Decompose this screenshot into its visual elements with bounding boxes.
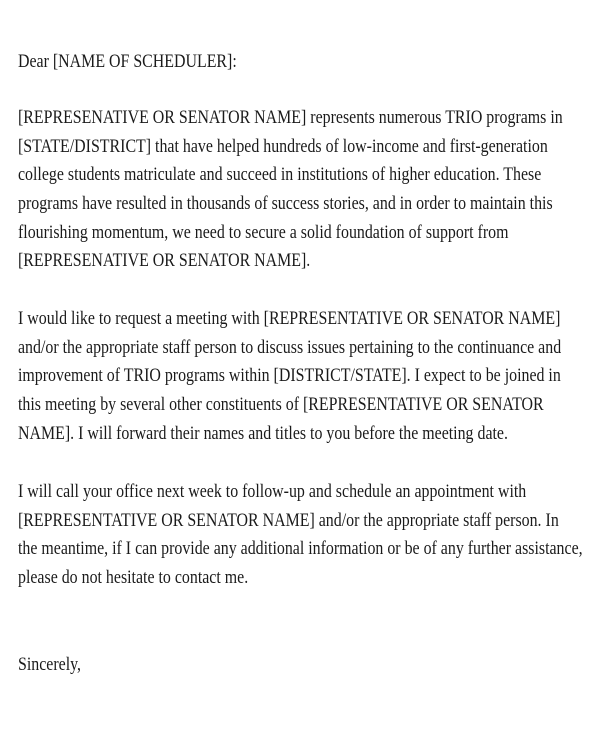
paragraph-line: and/or the appropriate staff person to discuss issues pertaining to the continuance and bbox=[18, 337, 562, 358]
paragraph-line: please do not hesitate to contact me. bbox=[18, 568, 249, 589]
closing: Sincerely, bbox=[18, 655, 82, 675]
paragraph-meeting-request bbox=[18, 305, 600, 448]
paragraph-line: [REPRESENATIVE OR SENATOR NAME]. bbox=[18, 251, 311, 272]
paragraph-line: [STATE/DISTRICT] that have helped hundreds of low-income and first-generation bbox=[18, 136, 548, 157]
paragraph-follow-up bbox=[18, 478, 600, 593]
paragraph-line: improvement of TRIO programs within [DISTRICT/STATE]. I expect to be joined in bbox=[18, 366, 561, 387]
paragraph-line: this meeting by several other constituents of [REPRESENTATIVE OR SENATOR bbox=[18, 395, 544, 416]
paragraph-line: [REPRESENTATIVE OR SENATOR NAME] and/or the appropriate staff person. In bbox=[18, 510, 559, 531]
salutation: Dear [NAME OF SCHEDULER]: bbox=[18, 52, 237, 72]
paragraph-line: I would like to request a meeting with [REPRESENTATIVE OR SENATOR NAME] bbox=[18, 309, 561, 329]
paragraph-intro bbox=[18, 104, 600, 276]
paragraph-line: NAME]. I will forward their names and titles to you before the meeting date. bbox=[18, 423, 508, 444]
paragraph-line: flourishing momentum, we need to secure a solid foundation of support from bbox=[18, 222, 509, 243]
paragraph-line: I will call your office next week to follow-up and schedule an appointment with bbox=[18, 482, 527, 502]
paragraph-line: [REPRESENATIVE OR SENATOR NAME] represents numerous TRIO programs in bbox=[18, 108, 563, 128]
paragraph-line: programs have resulted in thousands of success stories, and in order to maintain this bbox=[18, 194, 553, 215]
paragraph-line: the meantime, if I can provide any additional information or be of any further assistance, bbox=[18, 539, 583, 560]
paragraph-line: college students matriculate and succeed in institutions of higher education. These bbox=[18, 165, 542, 186]
